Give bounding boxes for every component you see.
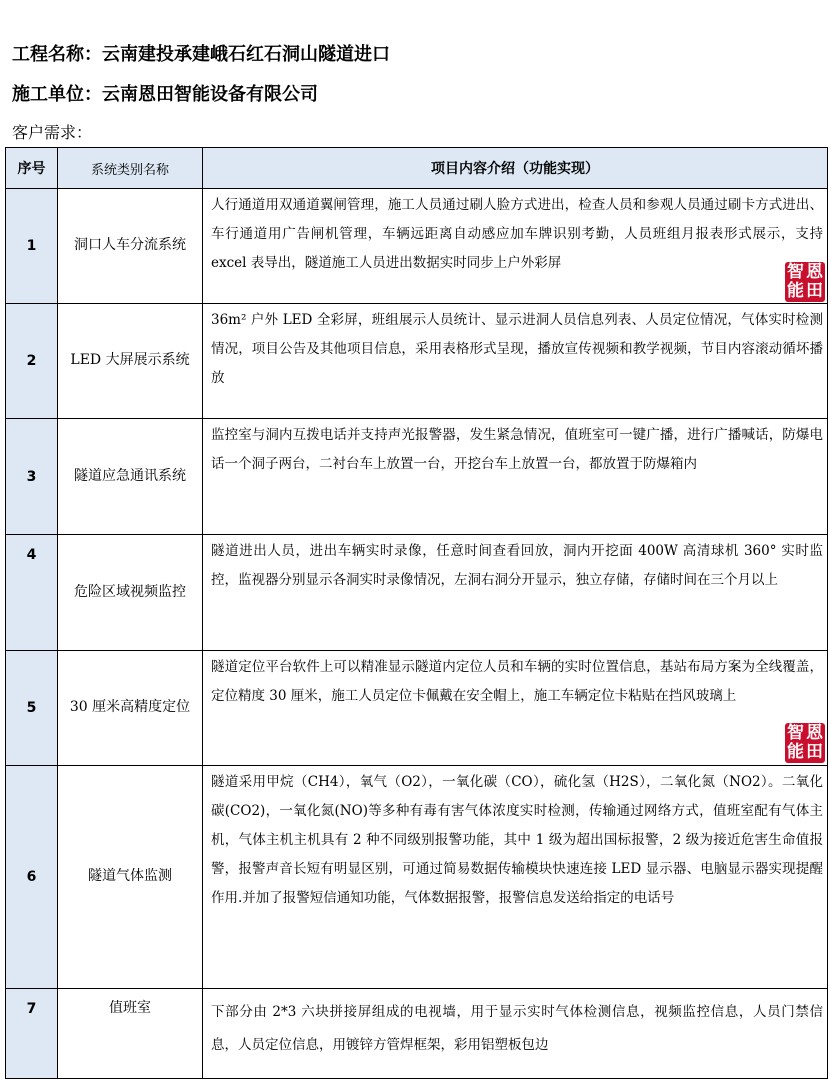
row-system-name: 隧道气体监测 (58, 766, 203, 989)
row-index: 7 (6, 989, 58, 1079)
row-content: 隧道采用甲烷（CH4），氧气（O2），一氧化碳（CO），硫化氢（H2S），二氧化氮（NO2）。二氧化碳(CO2)，一氧化氮(NO)等多种有毒有害气体浓度实时检测，传输通过网络方式，值班室配有气体主机，气体主机主机具有 2 种不同级别报警功能，其中 1 级为超出国标报警，2 级为接近危害生命值报警，报警声音长短有明显区别，可通过简易数据传输模块快速连接 LED 显示器、电脑显示器实现提醒作用.并加了报警短信通知功能，气体数据报警，报警信息发送给指定的电话号 (203, 766, 828, 989)
header-name: 系统类别名称 (58, 148, 203, 189)
table-row (6, 989, 828, 1079)
header-content: 项目内容介绍（功能实现） (203, 148, 828, 189)
requirements-table (5, 147, 828, 1079)
row-index: 3 (6, 419, 58, 535)
table-row (6, 419, 828, 535)
table-row (6, 189, 828, 304)
row-content-cell (203, 189, 828, 304)
row-content: 监控室与洞内互拨电话并支持声光报警器，发生紧急情况，值班室可一键广播，进行广播喊话，防爆电话一个洞子两台，二衬台车上放置一台，开挖台车上放置一台，都放置于防爆箱内 (203, 419, 828, 535)
table-row (6, 535, 828, 651)
project-title: 工程名称：云南建投承建峨石红石洞山隧道进口 (12, 44, 390, 65)
row-index: 2 (6, 304, 58, 419)
requirements-label: 客户需求： (12, 123, 93, 142)
table-row (6, 766, 828, 989)
row-system-name: 值班室 (58, 989, 203, 1079)
company-seal-icon: 智 恩 能 田 (787, 723, 823, 762)
row-system-name: LED 大屏展示系统 (58, 304, 203, 419)
row-content: 隧道进出人员，进出车辆实时录像，任意时间查看回放，洞内开挖面 400W 高清球机 360° 实时监控，监视器分别显示各洞实时录像情况，左洞右洞分开显示，独立存储，存储时间在三个月以上 (203, 535, 828, 651)
row-index: 6 (6, 766, 58, 989)
row-index: 4 (6, 535, 58, 651)
header-index: 序号 (6, 148, 58, 189)
row-system-name: 隧道应急通讯系统 (58, 419, 203, 535)
row-content: 36m² 户外 LED 全彩屏，班组展示人员统计、显示进洞人员信息列表、人员定位情况，气体实时检测情况，项目公告及其他项目信息，采用表格形式呈现，播放宣传视频和教学视频，节目内容滚动循坏播放 (203, 304, 828, 419)
company-seal-icon: 智 恩 能 田 (787, 262, 823, 301)
row-content: 隧道定位平台软件上可以精准显示隧道内定位人员和车辆的实时位置信息，基站布局方案为全线覆盖，定位精度 30 厘米，施工人员定位卡佩戴在安全帽上，施工车辆定位卡粘贴在挡风玻璃上 (211, 659, 823, 704)
row-system-name: 危险区域视频监控 (58, 535, 203, 651)
contractor-title: 施工单位：云南恩田智能设备有限公司 (12, 84, 318, 105)
row-content-cell (203, 651, 828, 766)
table-header-row (6, 148, 828, 189)
row-index: 5 (6, 651, 58, 766)
row-index: 1 (6, 189, 58, 304)
table-row (6, 304, 828, 419)
row-system-name: 30 厘米高精度定位 (58, 651, 203, 766)
row-system-name: 洞口人车分流系统 (58, 189, 203, 304)
row-content: 下部分由 2*3 六块拼接屏组成的电视墙，用于显示实时气体检测信息，视频监控信息，人员门禁信息，人员定位信息，用镀锌方管焊框架，彩用铝塑板包边 (203, 989, 828, 1079)
row-content: 人行通道用双通道翼闸管理，施工人员通过刷人脸方式进出，检查人员和参观人员通过刷卡方式进出、车行通道用广告闸机管理，车辆远距离自动感应加车牌识别考勤，人员班组月报表形式展示，支持 excel 表导出，隧道施工人员进出数据实时同步上户外彩屏 (211, 197, 823, 271)
table-row (6, 651, 828, 766)
